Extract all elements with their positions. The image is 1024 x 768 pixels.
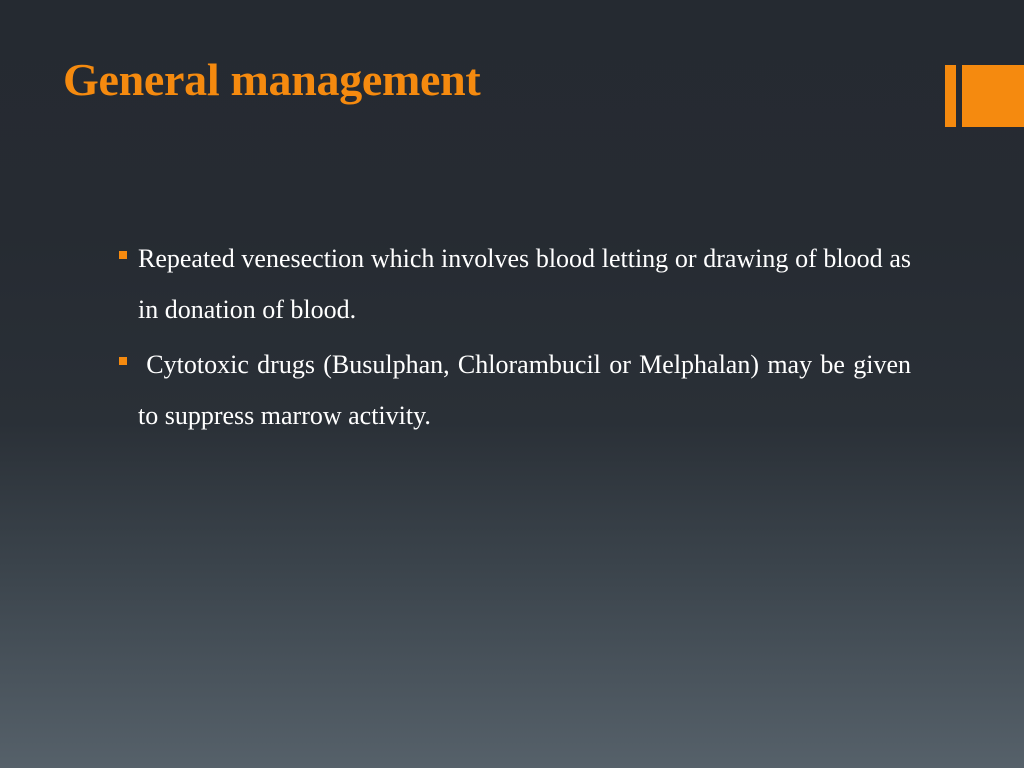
slide-title: General management [63, 54, 481, 105]
corner-accent-thin-bar [945, 65, 956, 127]
square-bullet-icon [119, 251, 127, 259]
bullet-text: Cytotoxic drugs (Busulphan, Chlorambucil or Melphalan) may be given to suppress marrow activity. [138, 350, 911, 430]
bullet-text: Repeated venesection which involves blood letting or drawing of blood as in donation of blood. [138, 244, 911, 324]
bullet-item-cytotoxic-drugs [0, 339, 1024, 441]
square-bullet-icon [119, 357, 127, 365]
bullet-list [0, 233, 1024, 445]
bullet-item-venesection [0, 233, 1024, 335]
corner-accent-thick-bar [962, 65, 1024, 127]
